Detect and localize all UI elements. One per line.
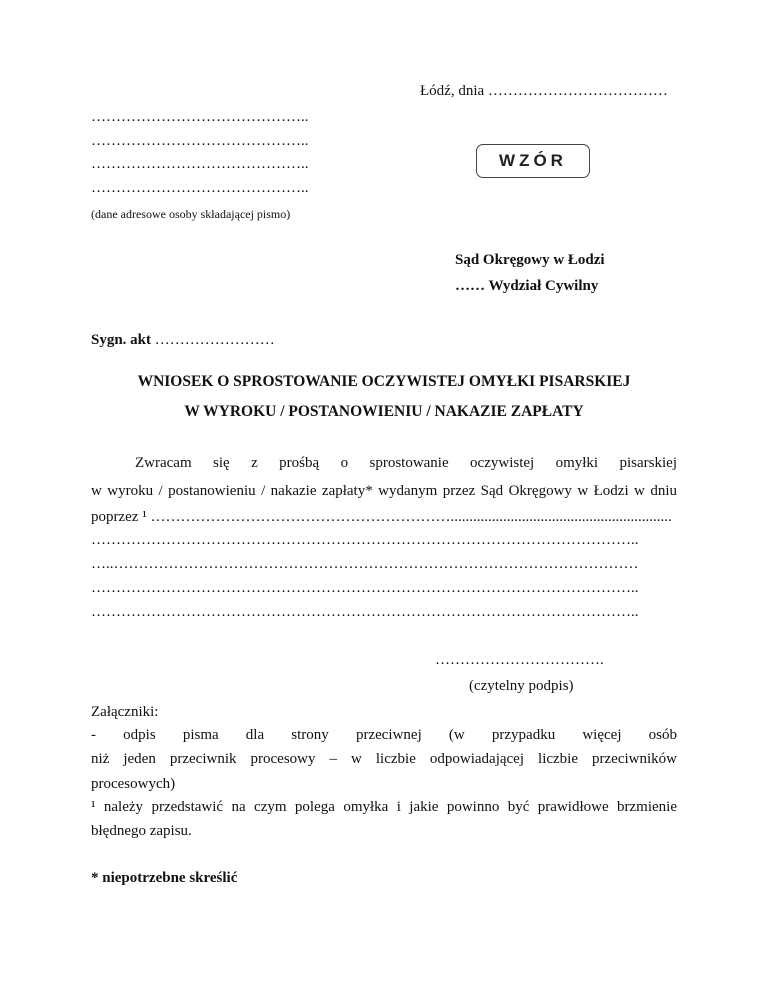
- attachment-item-line-2: niż jeden przeciwnik procesowy – w liczbie odpowiadającej liczbie przeciwników: [91, 751, 677, 767]
- signature-line: …………………………….: [435, 652, 604, 668]
- court-name: Sąd Okręgowy w Łodzi: [455, 252, 605, 268]
- court-division: …… Wydział Cywilny: [455, 278, 599, 294]
- document-title-line-2: W WYROKU / POSTANOWIENIU / NAKAZIE ZAPŁATY: [184, 403, 584, 420]
- footnote-line-2: błędnego zapisu.: [91, 823, 192, 839]
- address-line-4: ……………………………………..: [91, 180, 309, 196]
- blank-line-2: …..……………………………………………………………………………………………: [91, 556, 639, 572]
- body-line-1: Zwracam się z prośbą o sprostowanie oczywistej omyłki pisarskiej: [135, 455, 677, 471]
- address-caption: (dane adresowe osoby składającej pismo): [91, 207, 291, 221]
- template-stamp: WZÓR: [476, 144, 590, 178]
- body-line-3: poprzez ¹ ……………………………………………………...........................................................: [91, 509, 672, 525]
- case-reference-label: Sygn. akt: [91, 332, 152, 348]
- attachment-item-line-1: - odpis pisma dla strony przeciwnej (w przypadku więcej osób: [91, 727, 677, 743]
- case-reference: [91, 332, 275, 349]
- case-reference-dots: ……………………: [154, 332, 275, 348]
- attachment-item-line-3: procesowych): [91, 776, 176, 792]
- address-line-1: ……………………………………..: [91, 109, 309, 125]
- signature-caption: (czytelny podpis): [469, 678, 574, 694]
- strike-note: * niepotrzebne skreślić: [91, 870, 238, 886]
- blank-line-1: ………………………………………………………………………………………………..: [91, 532, 639, 548]
- address-line-3: ……………………………………..: [91, 156, 309, 172]
- blank-line-3: ………………………………………………………………………………………………..: [91, 580, 639, 596]
- body-line-2: w wyroku / postanowieniu / nakazie zapłaty* wydanym przez Sąd Okręgowy w Łodzi w dniu: [91, 483, 677, 499]
- blank-line-4: ………………………………………………………………………………………………..: [91, 604, 639, 620]
- address-line-2: ……………………………………..: [91, 133, 309, 149]
- attachments-heading: Załączniki:: [91, 704, 159, 720]
- date-line: Łódź, dnia ………………………………: [420, 83, 668, 99]
- footnote-line-1: ¹ należy przedstawić na czym polega omyłka i jakie powinno być prawidłowe brzmienie: [91, 799, 677, 815]
- document-title-line-1: WNIOSEK O SPROSTOWANIE OCZYWISTEJ OMYŁKI PISARSKIEJ: [137, 373, 631, 390]
